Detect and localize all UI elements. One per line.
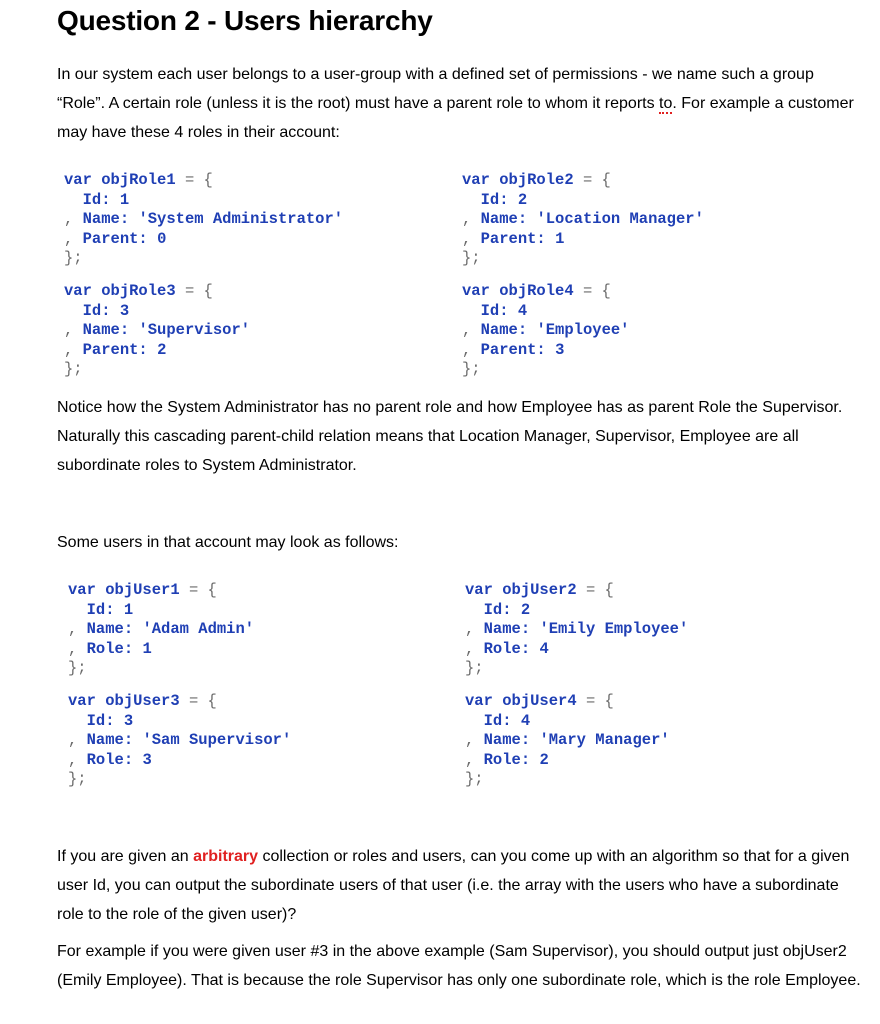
underlined-word: to <box>659 95 673 112</box>
role-block-2: var objRole2 = { Id: 2 , Name: 'Location Manager' , Parent: 1 }; <box>462 171 704 267</box>
user-block-1: var objUser1 = { Id: 1 , Name: 'Adam Admin' , Role: 1 }; <box>68 581 255 677</box>
question-paragraph: If you are given an arbitrary collection or roles and users, can you come up with an algorithm so that for a given user Id, you can output the subordinate users of that user (i.e. the array with the users who have a subordinate role to the role of the given user)? <box>57 848 850 923</box>
user-block-4: var objUser4 = { Id: 4 , Name: 'Mary Manager' , Role: 2 }; <box>465 692 670 788</box>
example-paragraph: For example if you were given user #3 in the above example (Sam Supervisor), you should output just objUser2 (Emily Employee). That is because the role Supervisor has only one subordinate role, which is the role Employee. <box>57 943 861 989</box>
page-title: Question 2 - Users hierarchy <box>57 5 433 36</box>
highlight-word: arbitrary <box>193 848 259 865</box>
notice-paragraph: Notice how the System Administrator has no parent role and how Employee has as parent Role the Supervisor. Naturally this cascading parent-child relation means that Location Manager, Supervisor, Employee are all subordinate roles to System Administrator. <box>57 399 843 474</box>
role-block-4: var objRole4 = { Id: 4 , Name: 'Employee' , Parent: 3 }; <box>462 282 630 378</box>
role-block-1: var objRole1 = { Id: 1 , Name: 'System Administrator' , Parent: 0 }; <box>64 171 344 267</box>
user-block-3: var objUser3 = { Id: 3 , Name: 'Sam Supervisor' , Role: 3 }; <box>68 692 292 788</box>
users-intro: Some users in that account may look as follows: <box>57 534 399 551</box>
role-block-3: var objRole3 = { Id: 3 , Name: 'Supervisor' , Parent: 2 }; <box>64 282 251 378</box>
user-block-2: var objUser2 = { Id: 2 , Name: 'Emily Employee' , Role: 4 }; <box>465 581 689 677</box>
intro-paragraph: In our system each user belongs to a user-group with a defined set of permissions - we name such a group “Role”. A certain role (unless it is the root) must have a parent role to whom it reports to. For example a customer may have these 4 roles in their account: <box>57 66 854 141</box>
